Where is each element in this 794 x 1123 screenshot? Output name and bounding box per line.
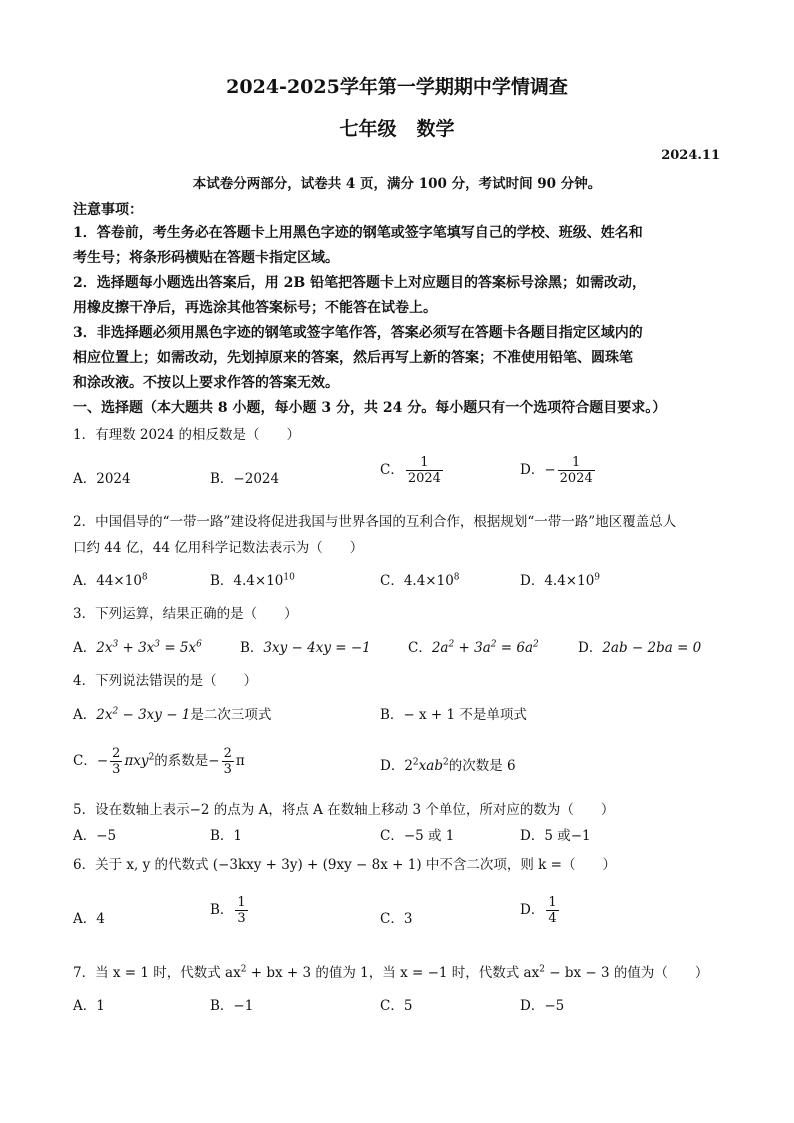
exponent: 2 [112,706,119,717]
question-6-option-c: C．3 [380,911,413,927]
exponent: 9 [594,572,601,583]
option-label: D．− [520,462,556,478]
question-5-option-b: B．1 [210,828,243,844]
option-text: D．4.4×10 [520,573,595,589]
notice-item-1-line-1: 1．答卷前，考生务必在答题卡上用黑色字迹的钢笔或签字笔填写自己的学校、班级、姓名和 [73,225,643,241]
math-term: π [235,753,245,769]
question-4-option-d [380,754,516,774]
exponent: 2 [148,752,155,763]
question-7-option-b: B．−1 [210,998,254,1014]
question-1-stem: 1．有理数 2024 的相反数是（ ） [73,427,301,443]
fraction [406,455,443,486]
exponent: 3 [154,639,161,650]
question-2-option-a [73,569,148,589]
question-6-option-d [520,895,561,926]
notice-item-2-line-2: 用橡皮擦干净后，再选涂其他答案标号；不能答在试卷上。 [73,300,437,316]
question-3-option-c [408,636,539,656]
fraction-numerator: 2 [223,746,232,761]
question-4-stem: 4．下列说法错误的是（ ） [73,673,258,689]
exponent: 2 [533,639,539,650]
option-label: C． [408,640,432,656]
option-label: D． [578,640,603,656]
option-text: B．4.4×10 [210,573,284,589]
option-label: A． [73,707,97,723]
question-2-option-b [210,569,295,589]
stem-text: + bx + 3 的值为 1，当 x = −1 时，代数式 ax [246,965,540,981]
question-3-option-b [240,636,371,656]
question-6-stem: 6．关于 x, y 的代数式 (−3kxy + 3y) + (9xy − 8x + 1) 中不含二次项，则 k =（ ） [73,857,616,873]
question-3-option-a [73,636,202,656]
notice-item-3-line-2: 相应位置上；如需改动，先划掉原来的答案，然后再写上新的答案；不准使用铅笔、圆珠笔 [73,350,633,366]
question-6-option-a: A．4 [73,911,105,927]
question-4-option-a [73,703,271,723]
fraction-denominator: 2024 [559,471,593,486]
fraction-numerator: 2 [112,746,121,761]
fraction-denominator: 3 [237,911,246,926]
fraction-numerator: 1 [237,895,246,910]
fraction [235,895,247,926]
option-label: C．− [73,753,109,769]
option-label: D． [380,758,405,774]
question-6-option-b [210,895,250,926]
math-expression: 2ab − 2ba = 0 [602,640,702,656]
fraction-numerator: 1 [572,455,581,470]
question-1-option-a: A．2024 [73,471,131,487]
option-label: B． [210,902,234,918]
question-7-option-c: C．5 [380,998,413,1014]
fraction [110,746,122,777]
fraction-numerator: 1 [420,455,429,470]
question-3-option-d [578,636,701,656]
math-term: + 3a [454,640,491,656]
exponent: 6 [196,639,202,650]
question-5-option-a: A．−5 [73,828,117,844]
math-term: 2 [404,758,413,774]
notice-item-3-line-1: 3．非选择题必须用黑色字迹的钢笔或签字笔作答，答案必须写在答题卡各题目指定区域内的 [73,325,643,341]
stem-text: 7．当 x = 1 时，代数式 ax [73,965,241,981]
option-label: C． [380,462,404,478]
fraction-numerator: 1 [548,895,557,910]
exponent: 3 [112,639,119,650]
math-term: 2a [431,640,449,656]
option-text: 是二次三项式 [190,707,272,723]
fraction-denominator: 4 [548,911,557,926]
math-term: xab [418,758,443,774]
question-7-option-d: D．−5 [520,998,565,1014]
stem-text: − bx − 3 的值为（ ） [544,965,709,981]
math-expression: 3xy − 4xy = −1 [263,640,371,656]
exam-intro: 本试卷分两部分，试卷共 4 页，满分 100 分，考试时间 90 分钟。 [192,176,602,192]
fraction-denominator: 3 [112,762,121,777]
question-3-stem: 3．下列运算，结果正确的是（ ） [73,606,298,622]
section-1-heading: 一、选择题（本大题共 8 小题，每小题 3 分，共 24 分。每小题只有一个选项符合题目要求。） [73,400,667,416]
question-2-stem-line-2: 口约 44 亿，44 亿用科学记数法表示为（ ） [73,540,364,556]
question-5-stem: 5．设在数轴上表示−2 的点为 A，将点 A 在数轴上移动 3 个单位，所对应的数为（ ） [73,802,615,818]
subject-label: 数学 [416,118,455,140]
exponent: 8 [141,572,148,583]
math-expression [96,640,202,656]
question-7-option-a: A．1 [73,998,105,1014]
exam-date: 2024.11 [661,148,720,163]
fraction-denominator: 3 [223,762,232,777]
question-1-option-d [520,455,597,486]
exam-subtitle [0,114,794,141]
question-5-option-c: C．−5 或 1 [380,828,455,844]
math-term: 2x [96,640,113,656]
question-1-option-b: B．−2024 [210,471,280,487]
option-label: B． [240,640,264,656]
grade-label: 七年级 [339,118,397,140]
exponent: 2 [539,964,545,975]
option-label: A． [73,640,97,656]
exponent: 8 [453,572,460,583]
notice-item-2-line-1: 2．选择题每小题选出答案后，用 2B 铅笔把答题卡上对应题目的答案标号涂黑；如需改动， [73,275,647,291]
notice-heading: 注意事项： [73,202,143,218]
fraction-denominator: 2024 [407,471,441,486]
question-2-stem-line-1: 2．中国倡导的“一带一路”建设将促进我国与世界各国的互利合作，根据规划“一带一路”地区覆盖总人 [73,514,677,530]
exponent: 10 [283,572,295,583]
exponent: 2 [412,757,419,768]
math-term: = 6a [496,640,534,656]
question-4-option-c [73,746,245,777]
exponent: 2 [448,639,455,650]
question-5-option-d: D．5 或−1 [520,828,591,844]
math-expression [96,707,190,723]
notice-item-1-line-2: 考生号；将条形码横贴在答题卡指定区域。 [73,250,339,266]
math-term: πxy [124,753,149,769]
exponent: 2 [490,639,497,650]
notice-item-3-line-3: 和涂改液。不按以上要求作答的答案无效。 [73,375,339,391]
option-text: A．44×10 [73,573,142,589]
question-2-option-c [380,569,460,589]
fraction [546,895,558,926]
exponent: 2 [240,964,247,975]
exam-title: 2024-2025学年第一学期期中学情调查 [226,76,568,98]
question-1-option-c [380,455,445,486]
fraction [222,746,234,777]
option-text: 的系数是− [154,753,220,769]
option-label: D． [520,902,545,918]
question-7-stem [73,961,723,981]
option-text: 的次数是 6 [448,758,516,774]
question-4-option-b: B．− x + 1 不是单项式 [380,707,527,723]
math-term: − 3xy − 1 [118,707,191,723]
math-term: = 5x [160,640,197,656]
question-2-option-d [520,569,600,589]
math-term: 2x [96,707,113,723]
math-term: + 3x [118,640,155,656]
option-text: C．4.4×10 [380,573,454,589]
fraction [558,455,595,486]
exponent: 2 [442,757,449,768]
math-expression [432,640,539,656]
